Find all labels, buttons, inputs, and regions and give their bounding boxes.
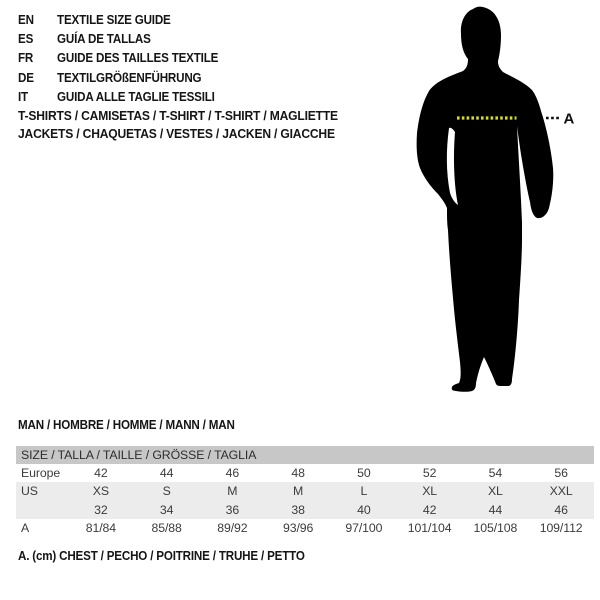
size-cell: 89/92: [217, 520, 248, 535]
size-cell: XL: [487, 484, 503, 499]
size-cell: 32: [94, 502, 108, 517]
lang-code: IT: [18, 90, 28, 105]
category-jackets: JACKETS / CHAQUETAS / VESTES / JACKEN / GIACCHE: [18, 126, 335, 141]
category-tshirts: T-SHIRTS / CAMISETAS / T-SHIRT / T-SHIRT / MAGLIETTE: [18, 108, 338, 123]
lang-code: DE: [18, 70, 34, 85]
size-cell: 97/100: [345, 520, 383, 535]
size-cell: 81/84: [85, 520, 117, 535]
lang-row-en: [18, 10, 218, 29]
row-label: [16, 501, 68, 519]
lang-row-it: [18, 88, 218, 107]
lang-row-es: [18, 29, 218, 48]
measurement-footnote: A. (cm) CHEST / PECHO / POITRINE / TRUHE / PETTO: [18, 549, 305, 563]
size-cell: L: [360, 484, 368, 499]
section-heading-man: MAN / HOMBRE / HOMME / MANN / MAN: [18, 418, 235, 432]
size-cell: 46: [554, 502, 568, 517]
garment-categories: [18, 107, 338, 143]
measure-label-a: A: [563, 110, 575, 128]
size-cell: M: [227, 484, 238, 499]
lang-code: EN: [18, 12, 34, 27]
lang-code: FR: [18, 51, 34, 66]
size-cell: 38: [291, 502, 305, 517]
size-cell: 109/112: [539, 520, 583, 535]
size-cell: M: [293, 484, 304, 499]
lang-title: TEXTILGRÖßENFÜHRUNG: [57, 70, 202, 85]
size-cell: 42: [94, 466, 108, 480]
size-cell: 46: [225, 466, 240, 480]
table-row-europe: [16, 464, 594, 482]
size-cell: 101/104: [407, 520, 452, 535]
size-cell: S: [162, 484, 171, 499]
language-title-list: [18, 10, 218, 107]
lang-row-fr: [18, 49, 218, 68]
size-cell: XXL: [549, 484, 573, 499]
size-cell: 54: [488, 466, 503, 480]
lang-title: GUIDA ALLE TAGLIE TESSILI: [57, 90, 215, 105]
man-silhouette: [417, 7, 554, 392]
table-row-us-numbers: [16, 501, 594, 519]
size-cell: 40: [357, 502, 371, 517]
size-cell: 50: [357, 466, 371, 480]
table-row-us-letters: [16, 482, 594, 500]
size-cell: 42: [422, 502, 437, 517]
size-cell: 34: [159, 502, 174, 517]
lang-title: GUÍA DE TALLAS: [57, 32, 151, 47]
size-cell: XL: [422, 484, 438, 499]
row-label: A: [21, 520, 30, 535]
size-cell: 93/96: [282, 520, 314, 535]
size-cell: 52: [422, 466, 437, 480]
size-cell: 85/88: [151, 520, 182, 535]
size-table-header: SIZE / TALLA / TAILLE / GRÖSSE / TAGLIA: [16, 446, 594, 464]
lang-title: TEXTILE SIZE GUIDE: [57, 12, 171, 27]
size-cell: 36: [225, 502, 240, 517]
size-cell: XS: [92, 484, 109, 499]
size-cell: 48: [291, 466, 305, 480]
lang-code: ES: [18, 32, 34, 47]
table-row-chest-a: [16, 519, 594, 537]
lang-row-de: [18, 68, 218, 87]
lang-title: GUIDE DES TAILLES TEXTILE: [57, 51, 219, 66]
row-label: Europe: [21, 466, 61, 480]
size-cell: 56: [554, 466, 568, 480]
size-cell: 44: [159, 466, 174, 480]
row-label: US: [21, 484, 38, 499]
man-figure: [400, 0, 600, 400]
size-table: [16, 446, 594, 537]
size-cell: 105/108: [473, 520, 518, 535]
size-cell: 44: [488, 502, 503, 517]
